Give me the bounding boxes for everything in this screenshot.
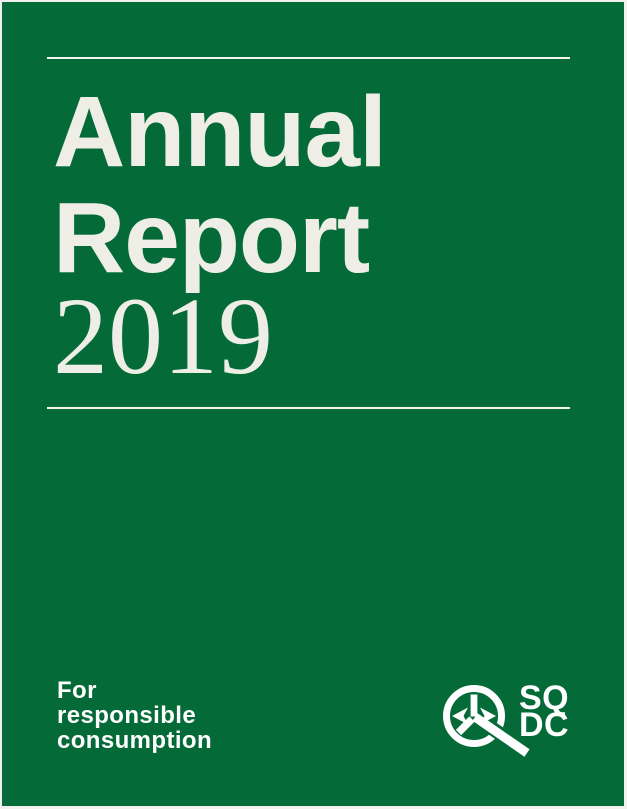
report-title [53,76,386,294]
sqdc-wordmark-line-2: DC [519,706,570,744]
top-divider [47,57,570,59]
tagline-line-1: For [57,677,97,704]
bottom-divider [47,407,570,409]
sqdc-wordmark-line-1: SQ [519,679,570,717]
tagline-line-3: consumption [57,727,213,754]
sqdc-wordmark [519,679,570,744]
report-cover-page [2,2,624,806]
report-title-line-2: Report [53,182,370,294]
tagline-line-2: responsible [57,702,197,729]
tagline [57,678,212,753]
sqdc-logo [441,679,576,760]
report-title-line-1: Annual [53,76,386,188]
report-year: 2019 [53,275,273,397]
